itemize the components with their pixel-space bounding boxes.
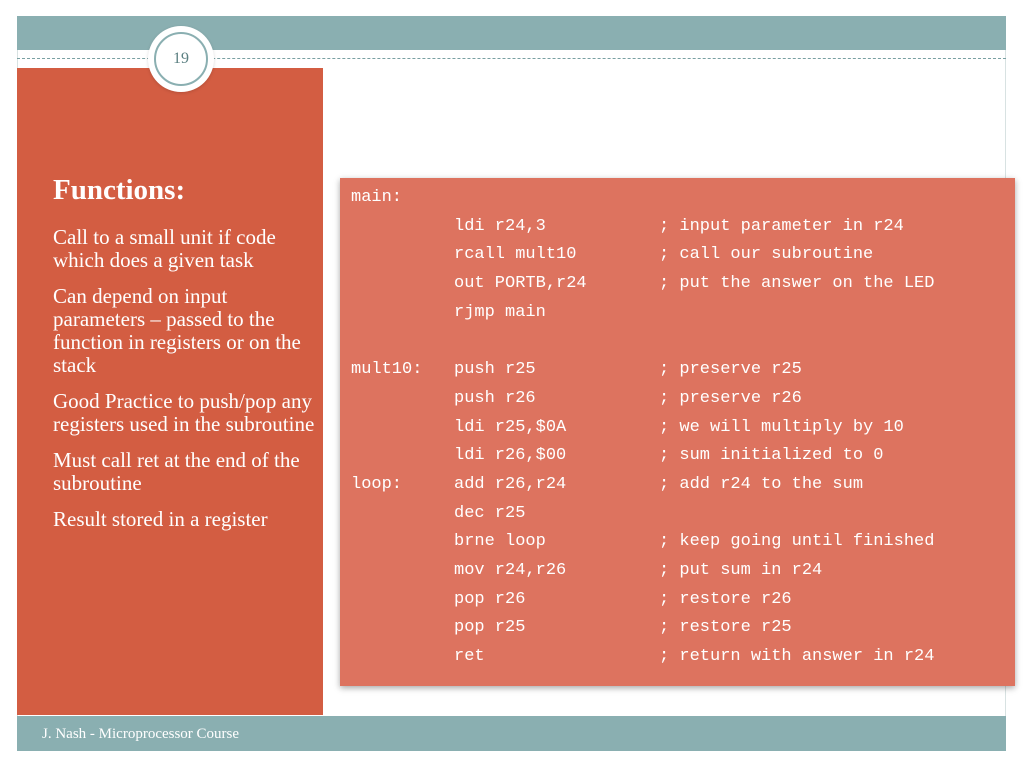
code-instruction: ldi r24,3 <box>454 216 546 236</box>
slide-number: 19 <box>173 50 189 67</box>
code-line <box>351 471 1015 500</box>
code-line <box>351 385 1015 414</box>
code-instruction: ret <box>454 647 485 666</box>
bullet-item: Good Practice to push/pop any registers used in the subroutine <box>53 389 315 436</box>
code-instruction: add r26,r24 <box>454 474 567 494</box>
code-comment: ; put the answer on the LED <box>659 274 935 294</box>
code-comment: ; restore r26 <box>659 589 792 609</box>
code-comment: ; we will multiply by 10 <box>659 417 904 437</box>
code-comment: ; restore r25 <box>659 618 792 638</box>
code-label <box>351 327 454 356</box>
code-label <box>351 385 454 414</box>
code-comment: ; return with answer in r24 <box>659 647 935 666</box>
code-instruction: pop r26 <box>454 589 526 609</box>
code-label <box>351 528 454 557</box>
code-label <box>351 299 454 328</box>
code-line <box>351 643 1015 672</box>
code-instruction: rjmp main <box>454 302 546 322</box>
code-comment: ; add r24 to the sum <box>659 474 864 494</box>
code-line <box>351 213 1015 242</box>
code-label <box>351 500 454 529</box>
slide-number-badge <box>148 26 214 92</box>
code-instruction: push r25 <box>454 360 536 380</box>
code-label <box>351 241 454 270</box>
code-label <box>351 270 454 299</box>
code-instruction: rcall mult10 <box>454 245 577 265</box>
code-line <box>351 442 1015 471</box>
code-instruction <box>454 327 659 356</box>
code-comment: ; preserve r25 <box>659 360 802 380</box>
code-instruction: push r26 <box>454 388 536 408</box>
code-instruction: pop r25 <box>454 618 526 638</box>
code-label <box>351 557 454 586</box>
code-line <box>351 414 1015 443</box>
code-comment: ; input parameter in r24 <box>659 216 904 236</box>
code-line <box>351 586 1015 615</box>
code-label <box>351 614 454 643</box>
code-listing <box>340 178 1015 686</box>
code-label: main: <box>351 188 403 207</box>
code-line <box>351 270 1015 299</box>
code-instruction: dec r25 <box>454 503 526 523</box>
code-instruction: mov r24,r26 <box>454 560 567 580</box>
code-line <box>351 356 1015 385</box>
code-line <box>351 557 1015 586</box>
code-instruction: ldi r26,$00 <box>454 446 567 466</box>
code-label <box>351 586 454 615</box>
bullet-list <box>53 226 315 544</box>
slide-title: Functions: <box>53 174 186 206</box>
code-label <box>351 213 454 242</box>
code-line <box>351 614 1015 643</box>
code-line <box>351 528 1015 557</box>
code-instruction: out PORTB,r24 <box>454 274 587 294</box>
code-line <box>351 327 1015 356</box>
code-instruction: ldi r25,$0A <box>454 417 567 437</box>
code-instruction: brne loop <box>454 532 546 552</box>
code-line <box>351 299 1015 328</box>
code-comment: ; keep going until finished <box>659 532 935 552</box>
code-line <box>351 241 1015 270</box>
code-label <box>351 643 454 672</box>
code-comment: ; call our subroutine <box>659 245 874 265</box>
footer-text: J. Nash - Microprocessor Course <box>42 726 240 742</box>
bullet-item: Call to a small unit if code which does a given task <box>53 225 276 272</box>
bullet-item: Can depend on input parameters – passed to the function in registers or on the stack <box>53 284 301 377</box>
code-label: mult10: <box>351 360 423 380</box>
code-line <box>351 500 1015 529</box>
code-comment: ; sum initialized to 0 <box>659 446 884 466</box>
code-label <box>351 442 454 471</box>
code-line <box>351 184 1015 213</box>
slide-number-circle <box>154 32 208 86</box>
bullet-item: Must call ret at the end of the subroutine <box>53 448 300 495</box>
code-instruction <box>454 184 659 213</box>
code-label: loop: <box>351 474 403 494</box>
code-comment: ; put sum in r24 <box>659 560 823 580</box>
code-comment: ; preserve r26 <box>659 388 802 408</box>
code-label <box>351 414 454 443</box>
bullet-item: Result stored in a register <box>53 507 268 531</box>
